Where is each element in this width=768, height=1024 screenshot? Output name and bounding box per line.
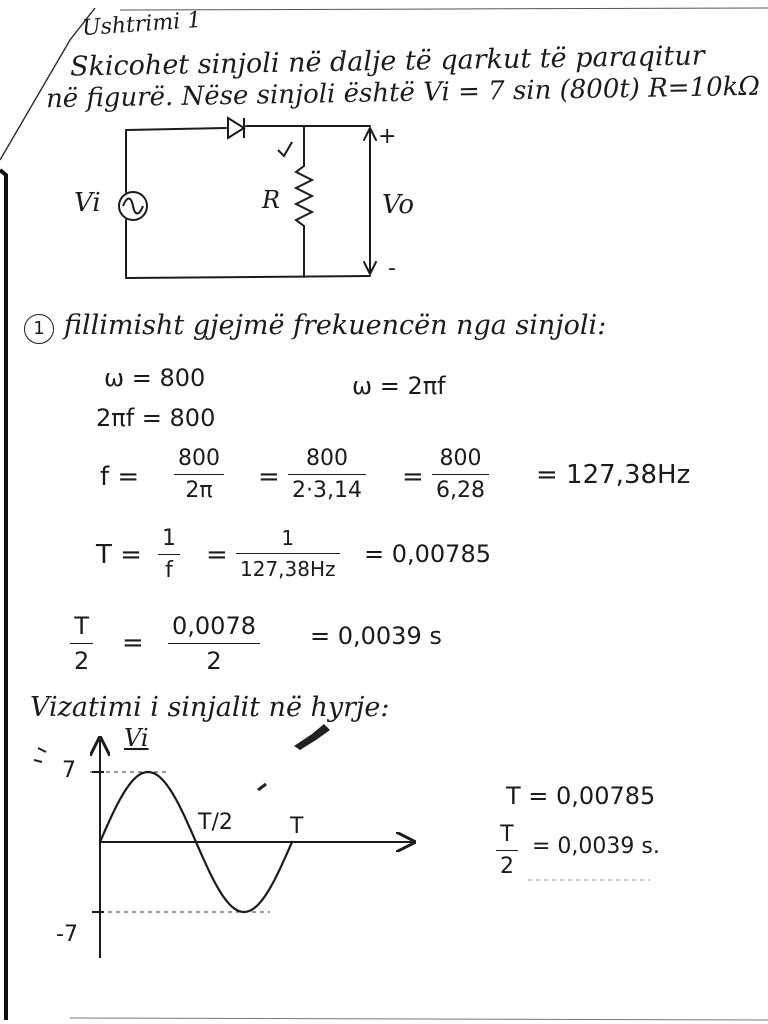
- summary-half-period-fraction: [496, 822, 518, 879]
- half-period-result: = 0,0039 s: [310, 622, 442, 650]
- half-period-fraction-num: 0,0078: [172, 612, 256, 640]
- series-vi-point: [243, 911, 245, 913]
- f-lhs: f =: [100, 462, 140, 492]
- t-fraction-2-num: 1: [281, 526, 295, 550]
- minus-sign: -: [388, 256, 396, 281]
- t-fraction-1-num: 1: [162, 526, 176, 551]
- step-1-heading: fillimisht gjejmë frekuencën nga sinjoli:: [64, 310, 607, 341]
- resistor-label: R: [262, 186, 281, 214]
- step-1-number: 1: [24, 314, 54, 344]
- f-fraction-3-num: 800: [439, 446, 482, 471]
- summary-period: T = 0,00785: [506, 782, 656, 810]
- t-lhs: T =: [96, 540, 142, 570]
- f-fraction-3-den: 6,28: [436, 478, 485, 503]
- x-tick-label-period: T: [290, 814, 304, 839]
- problem-line-1: Skicohet sinjoli në dalje të qarkut të paraqitur: [69, 40, 705, 83]
- y-tick-label-negative: -7: [56, 922, 78, 947]
- chart-y-axis-label: Vi: [124, 724, 149, 752]
- x-tick-label-half-period: T/2: [198, 810, 233, 835]
- f-fraction-1-num: 800: [178, 446, 220, 471]
- summary-half-period-value: = 0,0039 s.: [532, 834, 660, 859]
- f-fraction-2-den: 2·3,14: [292, 478, 362, 503]
- two-pi-f-equation: 2πf = 800: [96, 404, 216, 432]
- series-vi-point: [99, 841, 101, 843]
- y-tick-label-positive: 7: [62, 758, 76, 783]
- task-label: Ushtrimi 1: [81, 7, 203, 42]
- omega-value: ω = 800: [104, 364, 206, 392]
- f-fraction-2-num: 800: [305, 446, 348, 471]
- source-label: Vi: [74, 188, 101, 218]
- period-result: = 0,00785: [364, 540, 491, 568]
- half-period-lhs-den: 2: [74, 647, 90, 675]
- summary-half-den: 2: [500, 854, 514, 879]
- equals-sign: =: [402, 462, 424, 492]
- output-label: Vo: [382, 190, 415, 220]
- fraction-bar: [496, 850, 518, 851]
- omega-formula: ω = 2πf: [352, 372, 446, 400]
- summary-half-num: T: [500, 822, 514, 847]
- f-fraction-1-den: 2π: [185, 478, 213, 503]
- equals-sign: =: [122, 628, 144, 658]
- equals-sign: =: [206, 540, 228, 570]
- plus-sign: +: [378, 124, 397, 149]
- series-vi-point: [195, 841, 197, 843]
- series-vi-point: [291, 841, 293, 843]
- half-period-lhs-num: T: [74, 612, 89, 640]
- series-vi-point: [147, 771, 149, 773]
- t-fraction-1-den: f: [165, 558, 173, 583]
- equals-sign: =: [258, 462, 280, 492]
- drawing-heading: Vizatimi i sinjalit në hyrje:: [30, 692, 390, 723]
- t-fraction-2-den: 127,38Hz: [240, 557, 336, 581]
- frequency-result: = 127,38Hz: [536, 460, 691, 490]
- problem-line-2: në figurë. Nëse sinjoli është Vi = 7 sin (800t) R=10kΩ: [45, 71, 761, 115]
- half-period-fraction-den: 2: [206, 647, 222, 675]
